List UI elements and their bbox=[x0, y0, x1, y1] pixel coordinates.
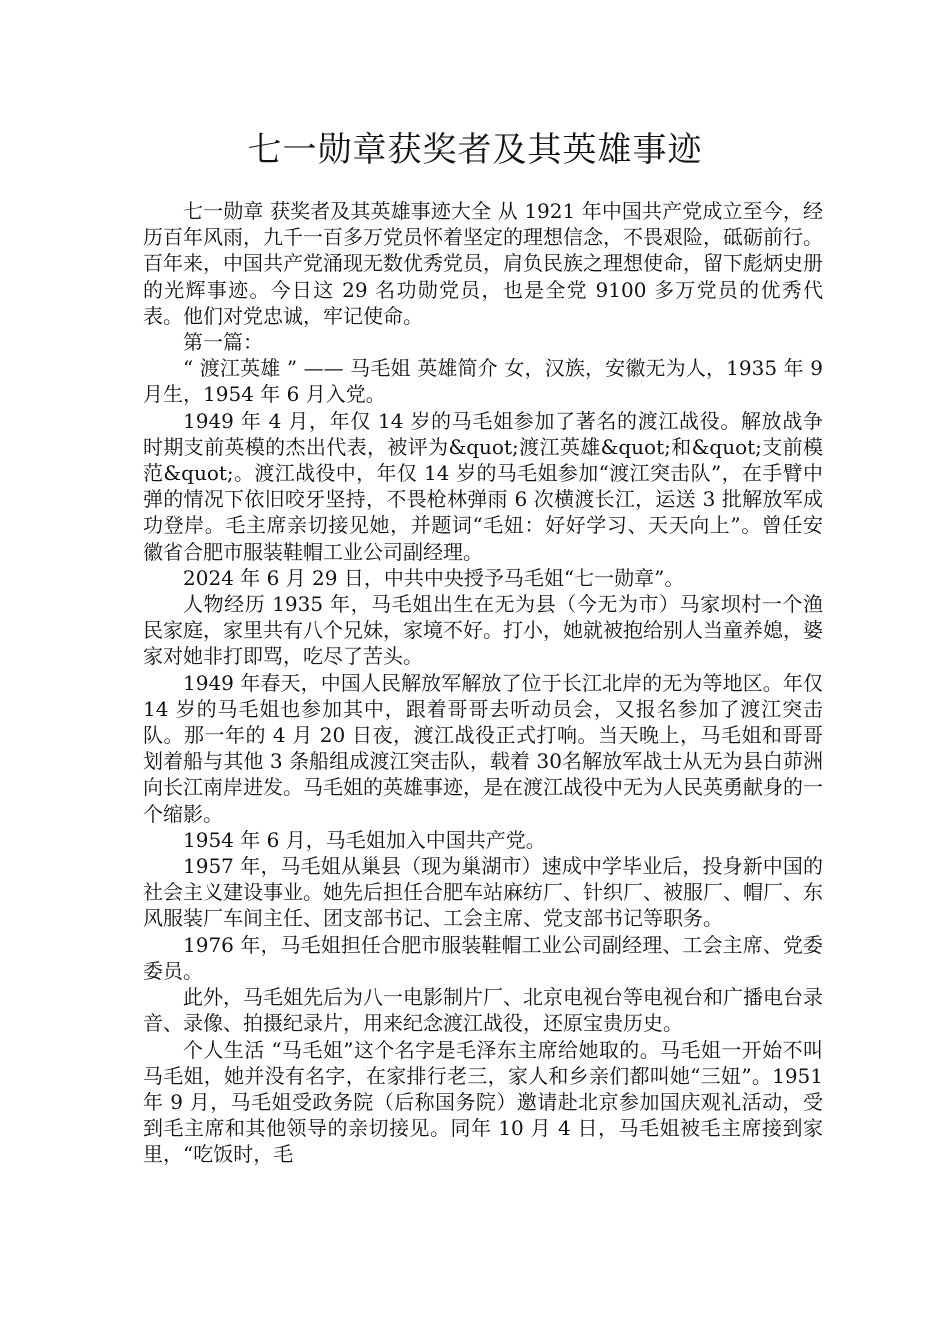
paragraph-1949: 1949 年春天，中国人民解放军解放了位于长江北岸的无为等地区。年仅 14 岁的马毛姐也参加其中，跟着哥哥去听动员会，又报名参加了渡江突击队。那一年的 4 月 20 日夜，渡江战役正式打响。当天晚上，马毛姐和哥哥划着船与其他 3 条船组成渡江突击队，载着 30名解放军战士从无为县白茆洲向长江南岸进发。马毛姐的英雄事迹，是在渡江战役中无为人民英勇献身的一个缩影。 bbox=[143, 670, 823, 826]
paragraph-section-heading: 第一篇： bbox=[183, 330, 263, 355]
paragraph-1957: 1957 年，马毛姐从巢县（现为巢湖市）速成中学毕业后，投身新中国的社会主义建设事业。她先后担任合肥车站麻纺厂、针织厂、被服厂、帽厂、东风服装厂车间主任、团支部书记、工会主席、党支部书记等职务。 bbox=[143, 854, 823, 931]
paragraph-hero-deeds: 1949 年 4 月，年仅 14 岁的马毛姐参加了著名的渡江战役。解放战争时期支前英模的杰出代表，被评为&quot;渡江英雄&quot;和&quot;支前模范&quot;。渡江战役中，年仅 14 岁的马毛姐参加“渡江突击队”，在手臂中弹的情况下依旧咬牙坚持，不畏枪林弹雨 6 次横渡长江，运送 3 批解放军成功登岸。毛主席亲切接见她，并题词“毛妞：好好学习、天天向上”。曾任安徽省合肥市服装鞋帽工业公司副经理。 bbox=[143, 408, 823, 564]
paragraph-1954: 1954 年 6 月，马毛姐加入中国共产党。 bbox=[183, 827, 546, 852]
paragraph-hero-summary: “ 渡江英雄 ” —— 马毛姐 英雄简介 女，汉族，安徽无为人，1935 年 9 月生，1954 年 6 月入党。 bbox=[143, 356, 823, 407]
paragraph-personal-life: 个人生活 “马毛姐”这个名字是毛泽东主席给她取的。马毛姐一开始不叫马毛姐，她并没有名字，在家排行老三，家人和乡亲们都叫她“三妞”。1951 年 9 月，马毛姐受政务院（后称国务院）邀请赴北京参加国庆观礼活动，受到毛主席和其他领导的亲切接见。同年 10 月 4 日，马毛姐被毛主席接到家里，“吃饭时，毛 bbox=[143, 1037, 823, 1167]
document-title: 七一勋章获奖者及其英雄事迹 bbox=[247, 130, 703, 170]
paragraph-biography: 人物经历 1935 年，马毛姐出生在无为县（今无为市）马家坝村一个渔民家庭，家里共有八个兄妹，家境不好。打小，她就被抱给别人当童养媳，婆家对她非打即骂，吃尽了苦头。 bbox=[143, 592, 823, 669]
paragraph-1976: 1976 年，马毛姐担任合肥市服装鞋帽工业公司副经理、工会主席、党委委员。 bbox=[143, 932, 823, 983]
paragraph-documentaries: 此外，马毛姐先后为八一电影制片厂、北京电视台等电视台和广播电台录音、录像、拍摄纪录片，用来纪念渡江战役，还原宝贵历史。 bbox=[143, 985, 823, 1036]
paragraph-intro: 七一勋章 获奖者及其英雄事迹大全 从 1921 年中国共产党成立至今，经历百年风雨，九千一百多万党员怀着坚定的理想信念，不畏艰险，砥砺前行。百年来，中国共产党涌现无数优秀党员，肩负民族之理想使命，留下彪炳史册的光辉事迹。今日这 29 名功勋党员，也是全党 9100 多万党员的优秀代表。他们对党忠诚，牢记使命。 bbox=[143, 199, 823, 328]
document-body bbox=[143, 198, 823, 1168]
paragraph-award: 2024 年 6 月 29 日，中共中央授予马毛姐“七一勋章”。 bbox=[183, 565, 685, 590]
